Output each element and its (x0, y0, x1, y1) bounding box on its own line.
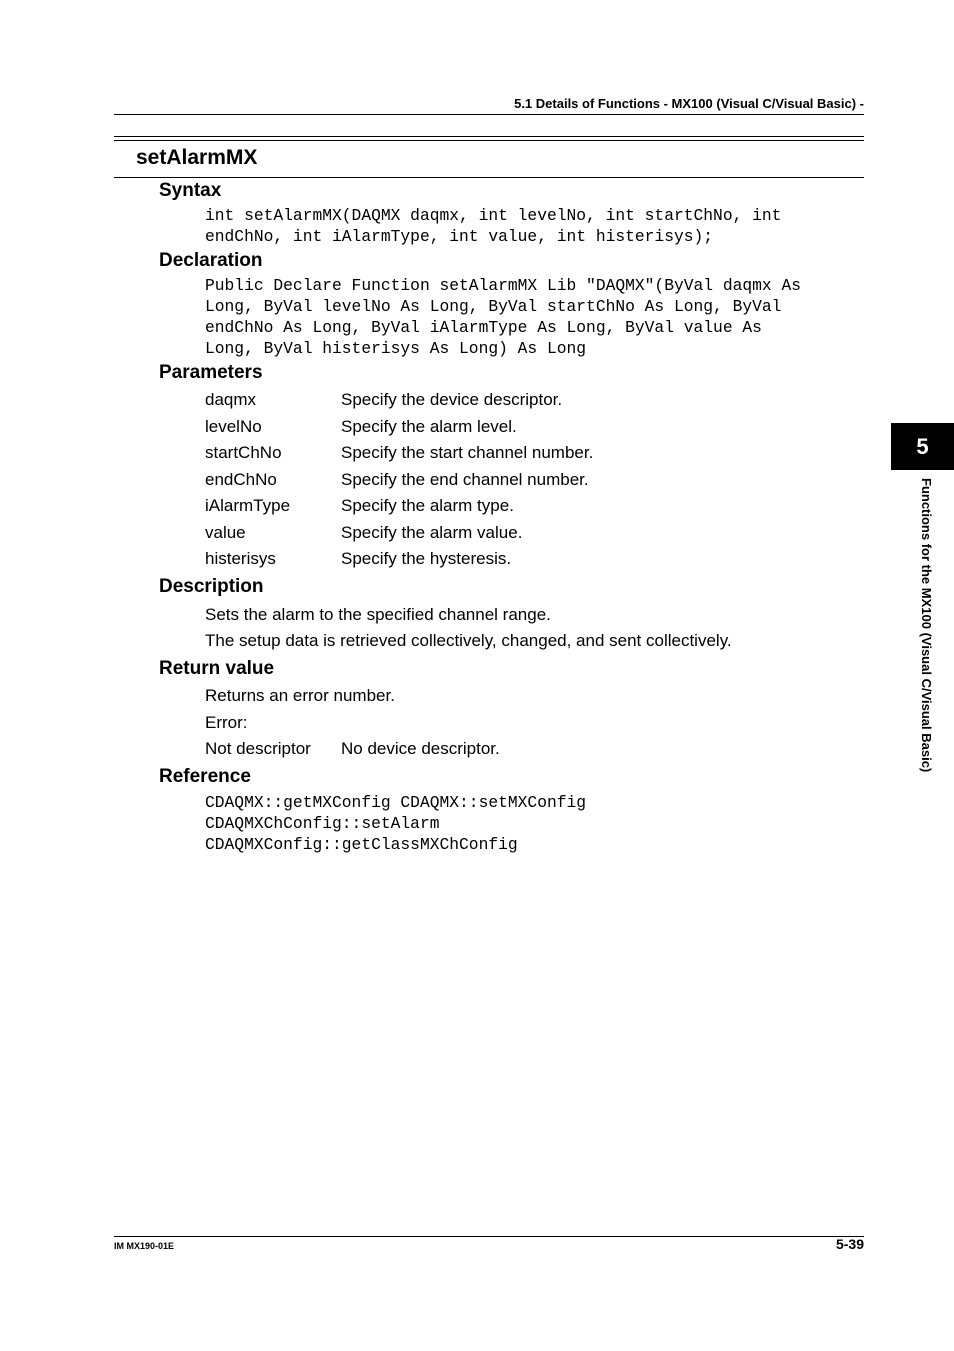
param-name: value (205, 523, 246, 542)
syntax-line: int setAlarmMX(DAQMX daqmx, int levelNo, int startChNo, int (205, 206, 782, 225)
declaration-heading: Declaration (159, 250, 263, 271)
param-name: levelNo (205, 417, 262, 436)
function-title: setAlarmMX (136, 146, 258, 169)
running-header: 5.1 Details of Functions - MX100 (Visual C/Visual Basic) - (514, 96, 864, 111)
declaration-line: endChNo As Long, ByVal iAlarmType As Long, ByVal value As (205, 318, 762, 337)
declaration-line: Long, ByVal levelNo As Long, ByVal startChNo As Long, ByVal (205, 297, 782, 316)
return-value-line: Returns an error number. (205, 686, 395, 705)
param-desc: Specify the alarm level. (341, 417, 517, 436)
doc-id: IM MX190-01E (114, 1241, 175, 1251)
return-value-heading: Return value (159, 658, 275, 679)
reference-line: CDAQMX::getMXConfig CDAQMX::setMXConfig (205, 793, 587, 812)
param-desc: Specify the hysteresis. (341, 549, 512, 568)
chapter-side-label: Functions for the MX100 (Visual C/Visual Basic) (919, 478, 934, 773)
param-desc: Specify the end channel number. (341, 470, 589, 489)
reference-heading: Reference (159, 766, 251, 787)
syntax-line: endChNo, int iAlarmType, int value, int histerisys); (205, 227, 714, 246)
param-desc: Specify the alarm type. (341, 496, 514, 515)
param-desc: Specify the device descriptor. (341, 390, 563, 409)
syntax-heading: Syntax (159, 180, 222, 201)
declaration-line: Public Declare Function setAlarmMX Lib "DAQMX"(ByVal daqmx As (205, 276, 801, 295)
reference-line: CDAQMXChConfig::setAlarm (205, 814, 440, 833)
title-rule-top-2 (114, 140, 864, 141)
param-name: daqmx (205, 390, 257, 409)
error-name: Not descriptor (205, 739, 311, 758)
param-name: histerisys (205, 549, 276, 568)
param-name: iAlarmType (205, 496, 291, 515)
footer-rule (114, 1236, 864, 1237)
reference-line: CDAQMXConfig::getClassMXChConfig (205, 835, 518, 854)
param-name: startChNo (205, 443, 282, 462)
error-label: Error: (205, 713, 248, 732)
title-rule-bottom (114, 177, 864, 178)
error-desc: No device descriptor. (341, 739, 500, 758)
param-desc: Specify the alarm value. (341, 523, 523, 542)
parameters-heading: Parameters (159, 362, 263, 383)
description-line: The setup data is retrieved collectively, changed, and sent collectively. (205, 631, 732, 650)
chapter-tab: 5 (891, 423, 954, 470)
param-desc: Specify the start channel number. (341, 443, 594, 462)
header-rule (114, 114, 864, 115)
page-number: 5-39 (835, 1236, 864, 1252)
param-name: endChNo (205, 470, 277, 489)
description-heading: Description (159, 576, 264, 597)
declaration-line: Long, ByVal histerisys As Long) As Long (205, 339, 587, 358)
description-line: Sets the alarm to the specified channel range. (205, 605, 551, 624)
title-rule-top-1 (114, 136, 864, 137)
